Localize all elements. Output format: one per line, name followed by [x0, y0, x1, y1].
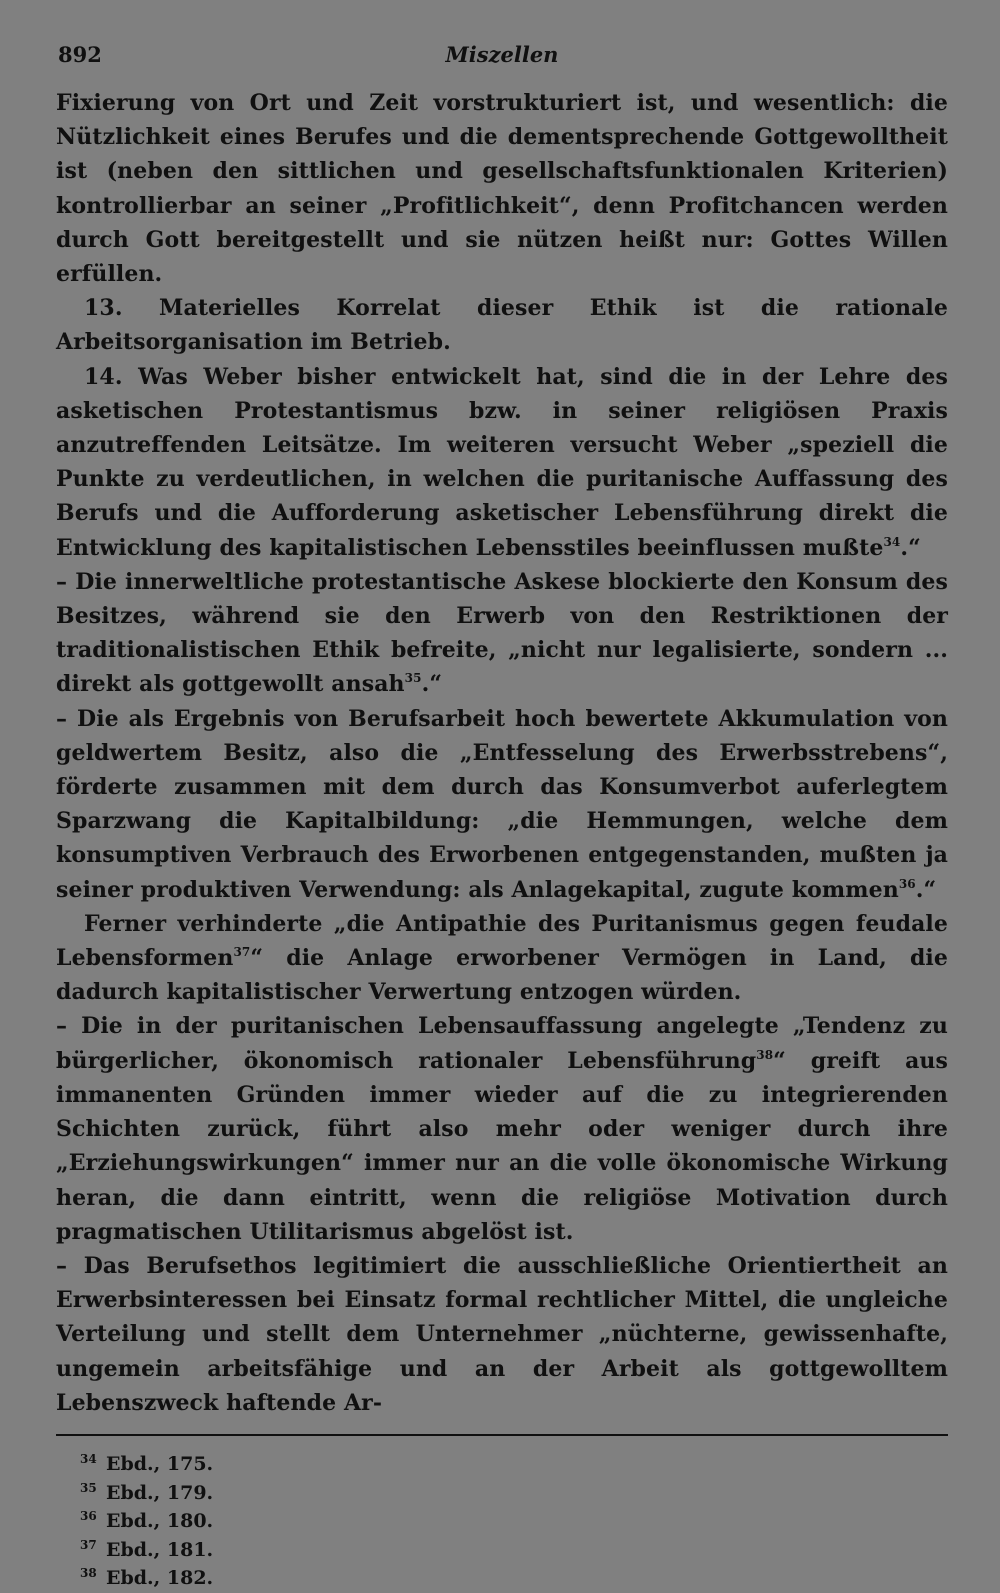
footnote-text: Ebd., 182.: [106, 1567, 214, 1590]
footnote: 35 Ebd., 179.: [80, 1480, 214, 1504]
footnote: 36 Ebd., 180.: [80, 1509, 214, 1533]
footnote: 38 Ebd., 182.: [80, 1566, 214, 1590]
footnote-reference: 36: [898, 876, 916, 891]
text-run: 13. Materielles Korrelat dieser Ethik ist die rationale Arbeitsorganisation im Betrieb.: [56, 295, 948, 356]
paragraph: [56, 702, 948, 907]
footnote-reference: 37: [233, 945, 251, 960]
paragraph: [56, 1009, 948, 1248]
text-run: – Die innerweltliche protestantische Askese blockierte den Konsum des Besitzes, während sie den Erwerb von den Restriktionen der traditionalistischen Ethik befreite, „nicht nur legalisierte, sondern ... direkt als gottgewollt ansah: [56, 568, 948, 698]
footnote-text: Ebd., 180.: [106, 1510, 214, 1533]
footnotes: [56, 1450, 948, 1593]
running-title: Miszellen: [445, 42, 559, 67]
footnote: 37 Ebd., 181.: [80, 1537, 214, 1561]
text-run: .“: [915, 876, 937, 903]
page-number: 892: [58, 42, 102, 67]
text-run: – Das Berufsethos legitimiert die ausschließliche Orientiertheit an Erwerbsinteressen bei Einsatz formal rechtlicher Mittel, die ungleiche Verteilung und stellt dem Unternehmer „nüchterne, gewissenhafte, ungemein arbeitsfähige und an der Arbeit als gottgewolltem Lebenszweck haftende Ar-: [56, 1252, 948, 1416]
text-run: .“: [421, 671, 443, 698]
text-run: 14. Was Weber bisher entwickelt hat, sind die in der Lehre des asketischen Protestantismus bzw. in seiner religiösen Praxis anzutreffenden Leitsätze. Im weiteren versucht Weber „speziell die Punkte zu verdeutlichen, in welchen die puritanische Auffassung des Berufs und die Aufforderung asketischer Lebensführung direkt die Entwicklung des kapitalistischen Lebensstiles beeinflussen mußte: [56, 363, 948, 561]
paragraph: [56, 565, 948, 702]
text-run: Ferner verhinderte „die Antipathie des Puritanismus gegen feudale Lebensformen: [56, 910, 948, 972]
footnote-reference: 34: [883, 534, 901, 549]
paragraph: [56, 360, 948, 565]
text-run: “ die Anlage erworbener Vermögen in Land, die dadurch kapitalistischer Verwertung entzogen würden.: [56, 945, 948, 1006]
text-run: “ greift aus immanenten Gründen immer wieder auf die zu integrierenden Schichten zurück, führt also mehr oder weniger durch ihre „Erziehungswirkungen“ immer nur an die volle ökonomische Wirkung heran, die dann eintritt, wenn die religiöse Motivation durch pragmatischen Utilitarismus abgelöst ist.: [56, 1047, 948, 1245]
page-header: [56, 38, 948, 78]
text-run: – Die in der puritanischen Lebensauffassung angelegte „Tendenz zu bürgerlicher, ökonomisch rationaler Lebensführung: [56, 1013, 948, 1074]
text-run: .“: [900, 534, 921, 561]
body-text: [56, 86, 948, 1420]
footnote-text: Ebd., 175.: [106, 1452, 214, 1475]
paragraph: [56, 907, 948, 1010]
book-page: [56, 38, 948, 1593]
footnote-separator: [56, 1434, 948, 1436]
footnote-reference: 38: [756, 1047, 774, 1062]
footnote-text: Ebd., 181.: [106, 1538, 214, 1561]
paragraph: [56, 291, 948, 359]
paragraph: [56, 1249, 948, 1420]
text-run: Fixierung von Ort und Zeit vorstrukturiert ist, und wesentlich: die Nützlichkeit eines Berufes und die dementsprechende Gottgewolltheit ist (neben den sittlichen und gesellschaftsfunktionalen Kriterien) kontrollierbar an seiner „Profitlichkeit“, denn Profitchancen werden durch Gott bereitgestellt und sie nützen heißt nur: Gottes Willen erfüllen.: [56, 90, 948, 288]
text-run: – Die als Ergebnis von Berufsarbeit hoch bewertete Akkumulation von geldwertem Besitz, also die „Entfesselung des Erwerbsstrebens“, förderte zusammen mit dem durch das Konsumverbot auferlegtem Sparzwang die Kapitalbildung: „die Hemmungen, welche dem konsumptiven Verbrauch des Erworbenen entgegenstanden, mußten ja seiner produktiven Verwendung: als Anlagekapital, zugute kommen: [56, 705, 948, 903]
footnote: 34 Ebd., 175.: [80, 1451, 214, 1475]
paragraph: [56, 86, 948, 291]
footnote-text: Ebd., 179.: [106, 1481, 214, 1504]
footnote-reference: 35: [404, 671, 422, 686]
